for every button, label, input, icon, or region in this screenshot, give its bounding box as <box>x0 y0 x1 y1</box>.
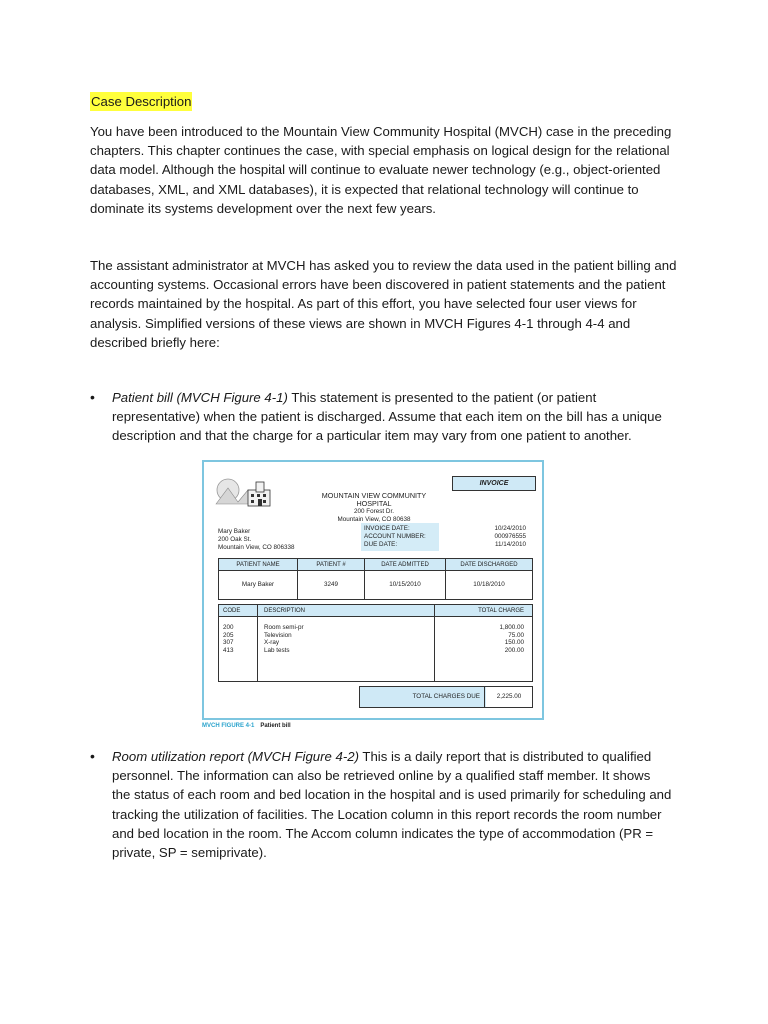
bullet-lead: Patient bill (MVCH Figure 4-1) <box>112 390 288 405</box>
hospital-name: MOUNTAIN VIEW COMMUNITY HOSPITAL <box>321 491 427 508</box>
item-description: Room semi-pr <box>264 624 304 631</box>
case-description-heading: Case Description <box>90 92 192 111</box>
header-patient-number: PATIENT # <box>298 559 365 571</box>
item-code: 205 <box>223 631 234 639</box>
hospital-address <box>304 492 444 524</box>
invoice-info-values <box>450 525 526 549</box>
header-code: CODE <box>219 605 258 617</box>
hospital-street: 200 Forest Dr. <box>354 508 394 515</box>
total-charges-value: 2,225.00 <box>486 687 532 707</box>
bullet-item-patient-bill <box>90 388 672 446</box>
patient-name-cell: Mary Baker <box>219 571 298 600</box>
header-total-charge: TOTAL CHARGE <box>435 605 533 617</box>
item-description: Television <box>264 631 292 639</box>
item-description: Lab tests <box>264 646 290 654</box>
invoice-info-labels <box>361 523 439 551</box>
account-number-label: ACCOUNT NUMBER: <box>364 533 426 540</box>
bullet-icon: • <box>90 748 95 764</box>
hospital-logo-icon <box>214 474 276 514</box>
patient-table <box>218 558 533 600</box>
due-date-value: 11/14/2010 <box>494 541 526 548</box>
item-description: X-ray <box>264 639 280 646</box>
table-header-row <box>219 605 533 617</box>
account-number-value: 000976555 <box>494 533 526 540</box>
customer-city: Mountain View, CO 806338 <box>218 544 295 551</box>
customer-address <box>218 528 295 552</box>
item-charge: 75.00 <box>508 631 524 639</box>
item-code: 200 <box>223 624 234 631</box>
total-charges-box <box>359 686 533 708</box>
bullet-item-room-utilization <box>90 747 672 862</box>
code-column <box>219 617 258 682</box>
bullet-text: This is a daily report that is distributed to qualified personnel. The information can also be retrieved online by a qualified staff member. It shows the status of each room and bed location in the hospital and is used primarily for scheduling and tracking the utilization of facilities. The Location column in this report records the room number and bed location in the room. The Accom column indicates the type of accommodation (PR = private, SP = semiprivate). <box>112 749 672 861</box>
charge-column <box>435 617 533 682</box>
customer-street: 200 Oak St. <box>218 536 252 543</box>
due-date-label: DUE DATE: <box>364 541 398 548</box>
figure-title: Patient bill <box>260 723 291 729</box>
total-charges-label: TOTAL CHARGES DUE <box>360 687 485 707</box>
hospital-city: Mountain View, CO 80638 <box>337 516 411 523</box>
invoice-title-box: INVOICE <box>452 476 536 491</box>
bullet-icon: • <box>90 389 95 405</box>
header-date-discharged: DATE DISCHARGED <box>446 559 533 571</box>
review-paragraph: The assistant administrator at MVCH has asked you to review the data used in the patient billing and accounting systems. Occasional errors have been discovered in patient statements and the patient records maintained by the hospital. As part of this effort, you have selected four user views for analysis. Simplified versions of these views are shown in MVCH Figures 4-1 through 4-4 and described briefly here: <box>90 258 677 350</box>
header-description: DESCRIPTION <box>258 605 435 617</box>
date-discharged-cell: 10/18/2010 <box>446 571 533 600</box>
figure-number: MVCH FIGURE 4-1 <box>202 723 255 729</box>
header-date-admitted: DATE ADMITTED <box>365 559 446 571</box>
invoice-figure <box>202 460 544 720</box>
header-patient-name: PATIENT NAME <box>219 559 298 571</box>
date-admitted-cell: 10/15/2010 <box>365 571 446 600</box>
customer-name: Mary Baker <box>218 528 251 535</box>
figure-caption <box>202 723 291 729</box>
bullet-text: This statement is presented to the patient (or patient representative) when the patient is discharged. Assume that each item on the bill has a unique description and that the charge for a particular item may vary from one patient to another. <box>112 390 662 444</box>
invoice-date-value: 10/24/2010 <box>494 525 526 532</box>
item-code: 413 <box>223 646 234 654</box>
item-charge: 150.00 <box>504 639 524 646</box>
item-code: 307 <box>223 639 234 646</box>
table-header-row <box>219 559 533 571</box>
item-charge: 1,800.00 <box>499 624 524 631</box>
table-row <box>219 617 533 682</box>
invoice-date-label: INVOICE DATE: <box>364 525 410 532</box>
bullet-lead: Room utilization report (MVCH Figure 4-2) <box>112 749 359 764</box>
description-column <box>258 617 435 682</box>
item-charge: 200.00 <box>504 646 524 654</box>
charges-table <box>218 604 533 682</box>
table-row <box>219 571 533 600</box>
patient-number-cell: 3249 <box>298 571 365 600</box>
intro-paragraph: You have been introduced to the Mountain View Community Hospital (MVCH) case in the preceding chapters. This chapter continues the case, with special emphasis on logical design for the relational data model. Although the hospital will continue to evaluate newer technology (e.g., object-oriented databases, XML, and XML databases), it is expected that relational technology will continue to dominate its systems development over the next few years. <box>90 124 672 216</box>
